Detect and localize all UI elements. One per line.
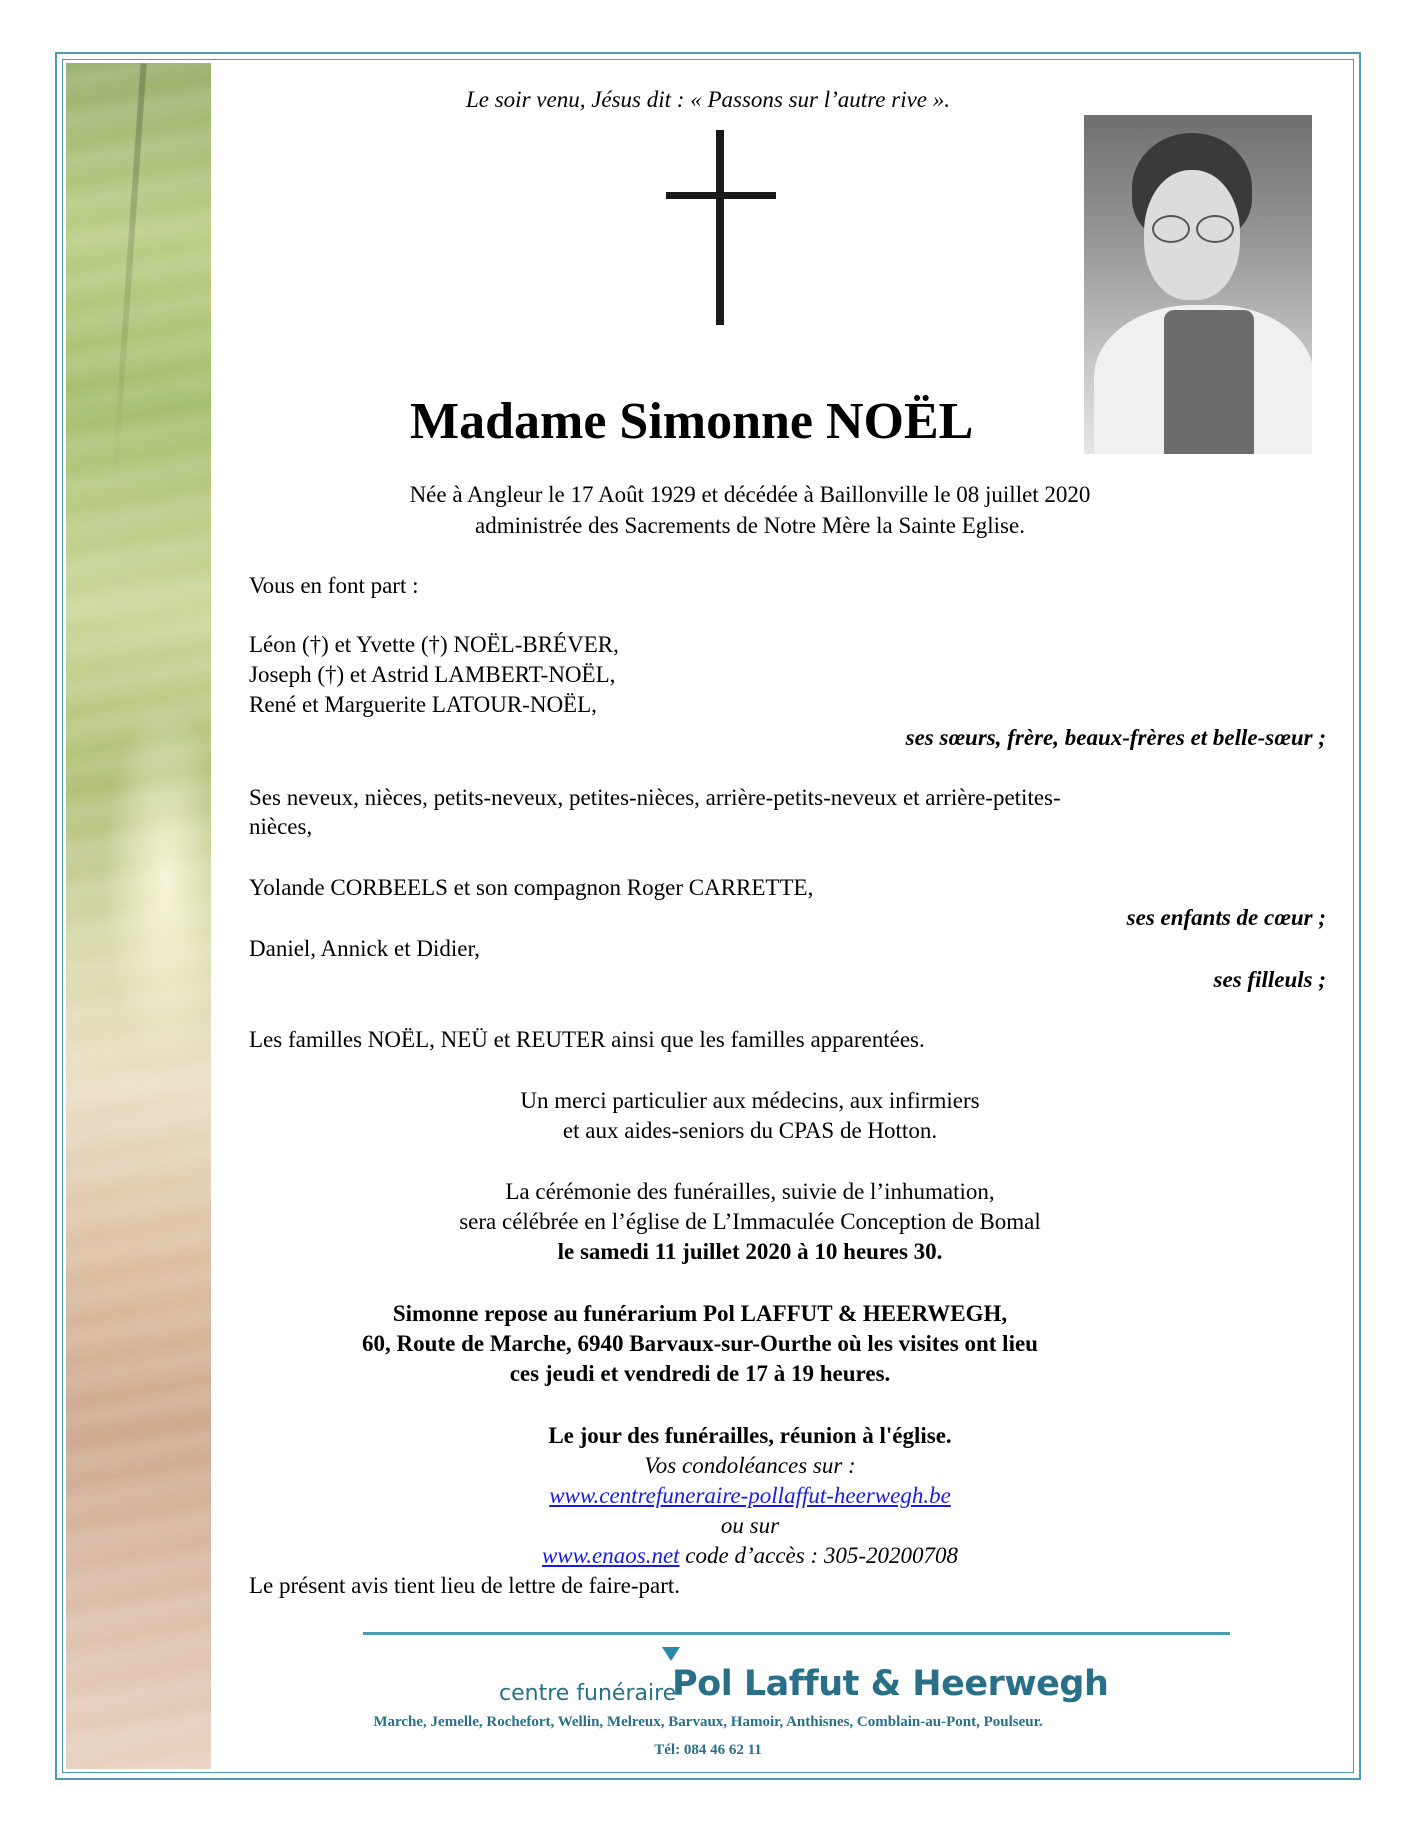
repose-line-2: 60, Route de Marche, 6940 Barvaux-sur-Ourthe où les visites ont lieu	[362, 1331, 1038, 1356]
thanks-line-2: et aux aides-seniors du CPAS de Hotton.	[562, 1118, 938, 1143]
families-line: Les familles NOËL, NEÜ et REUTER ainsi que les familles apparentées.	[249, 1027, 925, 1052]
repose-line-3: ces jeudi et vendredi de 17 à 19 heures.	[509, 1361, 891, 1386]
cross-icon	[666, 130, 776, 325]
condolences-link-2-row	[150, 1542, 1350, 1570]
logo-brand-name: Pol Laffut & Heerwegh	[672, 1664, 1109, 1704]
logo-places: Marche, Jemelle, Rochefort, Wellin, Melreux, Barvaux, Hamoir, Anthisnes, Comblain-au-Pont, Poulseur.	[373, 1714, 1043, 1730]
godchildren-relation: ses filleuls ;	[1213, 967, 1326, 992]
siblings-relation: ses sœurs, frère, beaux-frères et belle-sœur ;	[905, 725, 1326, 750]
ceremony-line-2: sera célébrée en l’église de L’Immaculée Conception de Bomal	[459, 1209, 1041, 1234]
portrait-photo	[1084, 115, 1312, 454]
sibling-3: René et Marguerite LATOUR-NOËL,	[249, 692, 597, 717]
deceased-name: Madame Simonne NOËL	[410, 393, 974, 450]
heart-children-relation: ses enfants de cœur ;	[1126, 905, 1326, 930]
logo-phone: Tél: 084 46 62 11	[654, 1742, 762, 1758]
nephews-line-2: nièces,	[249, 814, 313, 839]
or-on-label: ou sur	[720, 1513, 780, 1538]
thanks-line-1: Un merci particulier aux médecins, aux infirmiers	[520, 1088, 980, 1113]
funeral-day-line: Le jour des funérailles, réunion à l'église.	[548, 1423, 952, 1448]
epigraph: Le soir venu, Jésus dit : « Passons sur l’autre rive ».	[465, 87, 951, 112]
intro-line: Vous en font part :	[249, 573, 419, 598]
nephews-line-1: Ses neveux, nièces, petits-neveux, petites-nièces, arrière-petits-neveux et arrière-petites-	[249, 785, 1061, 810]
godchildren-line: Daniel, Annick et Didier,	[249, 936, 480, 961]
condolences-label: Vos condoléances sur :	[644, 1453, 856, 1478]
heart-children-line: Yolande CORBEELS et son compagnon Roger CARRETTE,	[249, 875, 814, 900]
repose-line-1: Simonne repose au funérarium Pol LAFFUT & HEERWEGH,	[392, 1301, 1008, 1326]
condolences-link-1-row	[150, 1482, 1350, 1510]
logo-small-text: centre funéraire	[499, 1681, 677, 1706]
sibling-1: Léon (†) et Yvette (†) NOËL-BRÉVER,	[249, 632, 619, 657]
enaos-website-link[interactable]: www.enaos.net	[541, 1543, 680, 1568]
birth-death-line: Née à Angleur le 17 Août 1929 et décédée à Baillonville le 08 juillet 2020	[409, 482, 1091, 507]
logo-triangle-icon	[662, 1647, 680, 1661]
access-code: code d’accès : 305-20200708	[679, 1543, 959, 1568]
notice-line: Le présent avis tient lieu de lettre de faire-part.	[249, 1573, 681, 1598]
ceremony-date: le samedi 11 juillet 2020 à 10 heures 30.	[557, 1239, 943, 1264]
funeral-centre-website-link[interactable]: www.centrefuneraire-pollaffut-heerwegh.be	[549, 1483, 951, 1508]
ceremony-line-1: La cérémonie des funérailles, suivie de l’inhumation,	[505, 1179, 995, 1204]
footer-divider	[363, 1632, 1230, 1635]
sacraments-line: administrée des Sacrements de Notre Mère la Sainte Eglise.	[475, 513, 1025, 538]
sibling-2: Joseph (†) et Astrid LAMBERT-NOËL,	[249, 662, 616, 687]
